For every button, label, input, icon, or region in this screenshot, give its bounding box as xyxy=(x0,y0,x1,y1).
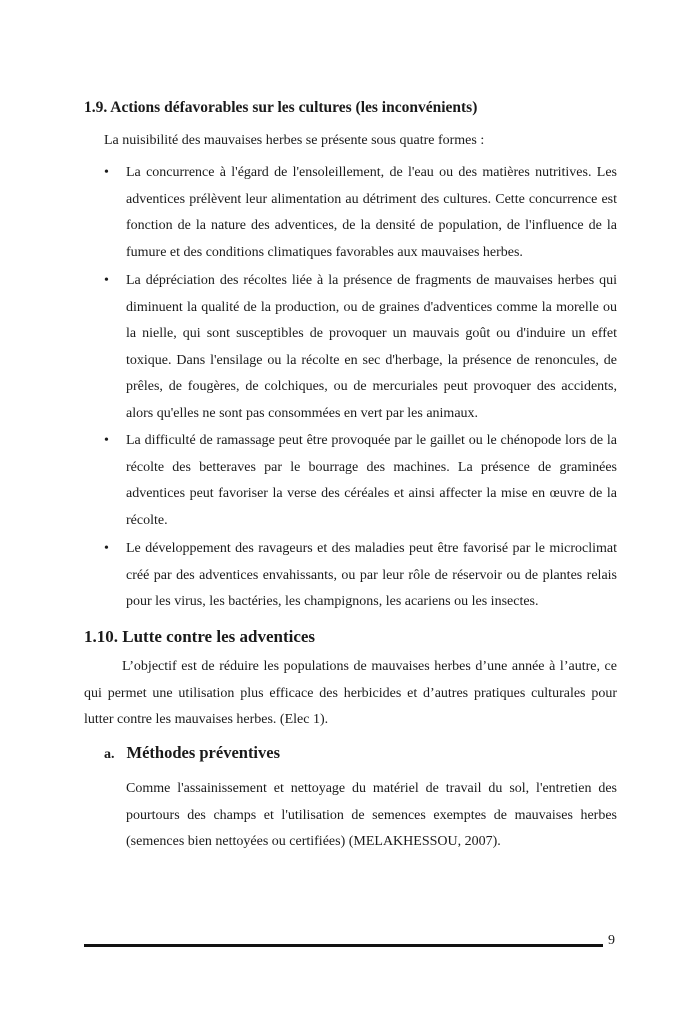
bullet-icon: • xyxy=(104,273,109,288)
list-item xyxy=(104,536,617,616)
section-1-9-heading: 1.9. Actions défavorables sur les cultures (les inconvénients) xyxy=(84,99,478,116)
list-item xyxy=(104,428,617,534)
bullet-text: La difficulté de ramassage peut être provoquée par le gaillet ou le chénopode lors de la récolte des betteraves par le bourrage des machines. La présence de graminées adventices peut favoriser la verse des céréales et ainsi affecter la mise en œuvre de la récolte. xyxy=(126,433,617,528)
bullet-text: La dépréciation des récoltes liée à la présence de fragments de mauvaises herbes qui diminuent la qualité de la production, ou de graines d'adventices comme la morelle ou la nielle, qui sont susceptibles de provoquer un mauvais goût ou d'induire un effet toxique. Dans l'ensilage ou la récolte en sec d'herbage, la présence de renoncules, de prêles, de fougères, de colchiques, ou de mercuriales peut provoquer des accidents, alors qu'elles ne sont pas consommées en vert par les animaux. xyxy=(126,273,617,421)
subsection-a-paragraph: Comme l'assainissement et nettoyage du matériel de travail du sol, l'entretien des pourtours des champs et l'utilisation de semences exemptes de mauvaises herbes (semences bien nettoyées ou certifiées) (MELAKHESSOU, 2007). xyxy=(126,781,617,849)
section-1-10-heading: 1.10. Lutte contre les adventices xyxy=(84,627,316,646)
subsection-title: Méthodes préventives xyxy=(126,743,281,762)
subsection-letter: a. xyxy=(104,747,115,762)
footer-divider xyxy=(84,944,603,947)
bullet-list-item-1 xyxy=(104,160,617,266)
subsection-a-heading xyxy=(104,743,280,763)
section-1-9-intro: La nuisibilité des mauvaises herbes se présente sous quatre formes : xyxy=(104,133,485,148)
bullet-text: La concurrence à l'égard de l'ensoleillement, de l'eau ou des matières nutritives. Les adventices prélèvent leur alimentation au détriment des cultures. Cette concurrence est fonction de la nature des adventices, de la densité de population, de l'influence de la fumure et des conditions climatiques favorables aux mauvaises herbes. xyxy=(126,165,617,260)
bullet-icon: • xyxy=(104,433,109,448)
bullet-icon: • xyxy=(104,541,109,556)
bullet-list-item-4 xyxy=(104,536,617,616)
list-item xyxy=(104,268,617,427)
list-item xyxy=(104,160,617,266)
bullet-list-item-3 xyxy=(104,428,617,534)
section-1-10-paragraph: L’objectif est de réduire les populations de mauvaises herbes d’une année à l’autre, ce qui permet une utilisation plus efficace des herbicides et d’autres pratiques culturales pour lutter contre les mauvaises herbes. (Elec 1). xyxy=(84,659,617,727)
bullet-list-item-2 xyxy=(104,268,617,427)
page-number: 9 xyxy=(608,933,615,948)
bullet-icon: • xyxy=(104,165,109,180)
bullet-text: Le développement des ravageurs et des maladies peut être favorisé par le microclimat créé par des adventices envahissants, ou par leur rôle de réservoir ou de plantes relais pour les virus, les bactéries, les champignons, les acariens ou les insectes. xyxy=(126,541,617,609)
